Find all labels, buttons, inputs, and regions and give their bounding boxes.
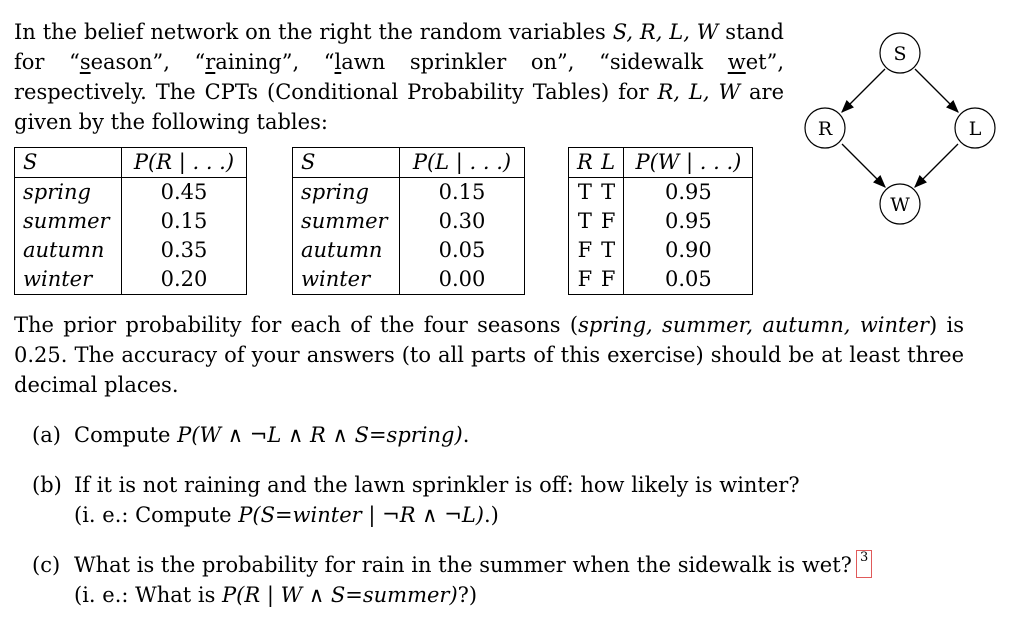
cpt-w-l: F: [597, 207, 624, 236]
intro-paragraph: [14, 17, 784, 137]
cpt-w-value: 0.05: [624, 265, 753, 295]
raining-rest: aining”, “: [215, 50, 335, 74]
intro-vars-2: R, L, W: [657, 80, 741, 104]
question-c-formula: P(R | W ∧ S=summer): [222, 583, 458, 607]
cpt-r-season: spring: [15, 178, 122, 208]
lawn-rest: awn sprinkler on”, “sidewalk: [341, 50, 728, 74]
cpt-w-l: T: [597, 236, 624, 265]
question-c-end: ?): [457, 583, 478, 607]
question-b: [32, 470, 800, 530]
intro-text-3: are given by the following tables:: [14, 80, 785, 134]
cpt-w-r: T: [569, 178, 597, 208]
question-c-sub-text: (i. e.: What is: [74, 583, 223, 607]
cpt-l-value: 0.00: [400, 265, 525, 295]
question-a: [32, 420, 469, 450]
edge-l-w: [915, 144, 958, 187]
cpt-l-season: spring: [293, 178, 400, 208]
raining-underline: r: [205, 50, 216, 74]
cpt-r-value: 0.15: [122, 207, 247, 236]
question-c: [32, 550, 872, 610]
node-w: [880, 184, 920, 224]
cpt-w-value: 0.95: [624, 178, 753, 208]
cpt-w-l: T: [597, 178, 624, 208]
cpt-l-season: autumn: [293, 236, 400, 265]
question-b-end: .): [483, 503, 499, 527]
intro-vars: S, R, L, W: [612, 20, 719, 44]
cpt-w-value: 0.90: [624, 236, 753, 265]
cpt-w-r: T: [569, 207, 597, 236]
edge-s-l: [915, 69, 958, 112]
cpt-l-header-prob: P(L | . . .): [400, 148, 525, 178]
cpt-w-l: F: [597, 265, 624, 295]
node-r: [805, 108, 845, 148]
node-w-label: W: [890, 194, 910, 216]
question-a-label: (a): [32, 423, 61, 447]
edge-s-r: [842, 69, 885, 112]
cpt-r-season: summer: [15, 207, 122, 236]
question-a-formula: P(W ∧ ¬L ∧ R ∧ S=spring): [177, 423, 463, 447]
question-c-label: (c): [32, 553, 61, 577]
wet-rest: et”, respectively. The CPTs (Conditional Probability Tables) for: [14, 50, 784, 104]
cpt-l-season: summer: [293, 207, 400, 236]
question-b-text: If it is not raining and the lawn sprinkler is off: how likely is winter?: [74, 473, 800, 497]
node-s-label: S: [893, 43, 907, 65]
wet-underline: w: [727, 50, 746, 74]
footnote-link[interactable]: 3: [856, 550, 872, 578]
season-underline: s: [79, 50, 91, 74]
cpt-r-header-var: S: [15, 148, 122, 178]
node-s: [880, 33, 920, 73]
question-a-text: Compute: [74, 423, 178, 447]
cpt-w-value: 0.95: [624, 207, 753, 236]
cpt-table-rain: [14, 147, 247, 295]
node-r-label: R: [817, 118, 833, 140]
cpt-r-value: 0.20: [122, 265, 247, 295]
cpt-l-value: 0.30: [400, 207, 525, 236]
intro-text-1: In the belief network on the right the random variables: [14, 20, 613, 44]
belief-network-diagram: [790, 20, 1010, 240]
cpt-r-header-prob: P(R | . . .): [122, 148, 247, 178]
node-l: [955, 108, 995, 148]
cpt-table-wet: [568, 147, 753, 295]
cpt-w-r: F: [569, 236, 597, 265]
question-b-sub: [32, 500, 800, 530]
cpt-r-season: winter: [15, 265, 122, 295]
cpt-w-r: F: [569, 265, 597, 295]
question-c-sub: [32, 580, 872, 610]
question-b-label: (b): [32, 473, 62, 497]
edge-r-w: [842, 144, 885, 187]
question-a-end: .: [462, 423, 470, 447]
cpt-w-header-l: L: [597, 148, 624, 178]
node-l-label: L: [968, 118, 982, 140]
prior-text-2: ) is 0.25. The accuracy of your answers (to all parts of this exercise) should be at least three decimal places.: [14, 313, 964, 397]
intro-text-2: stand for “: [14, 20, 784, 74]
cpt-l-value: 0.05: [400, 236, 525, 265]
cpt-r-value: 0.35: [122, 236, 247, 265]
prior-seasons: spring, summer, autumn, winter: [578, 313, 929, 337]
cpt-l-header-var: S: [293, 148, 400, 178]
cpt-w-header-r: R: [569, 148, 597, 178]
prior-text-1: The prior probability for each of the four seasons (: [14, 313, 579, 337]
question-b-sub-text: (i. e.: Compute: [74, 503, 239, 527]
cpt-r-value: 0.45: [122, 178, 247, 208]
cpt-r-season: autumn: [15, 236, 122, 265]
question-b-formula: P(S=winter | ¬R ∧ ¬L): [238, 503, 484, 527]
cpt-l-value: 0.15: [400, 178, 525, 208]
prior-paragraph: [14, 310, 964, 400]
cpt-w-header-prob: P(W | . . .): [624, 148, 753, 178]
cpt-table-lawn: [292, 147, 525, 295]
lawn-underline: l: [334, 50, 342, 74]
cpt-l-season: winter: [293, 265, 400, 295]
season-rest: eason”, “: [90, 50, 206, 74]
question-c-text: What is the probability for rain in the summer when the sidewalk is wet?: [74, 553, 852, 577]
